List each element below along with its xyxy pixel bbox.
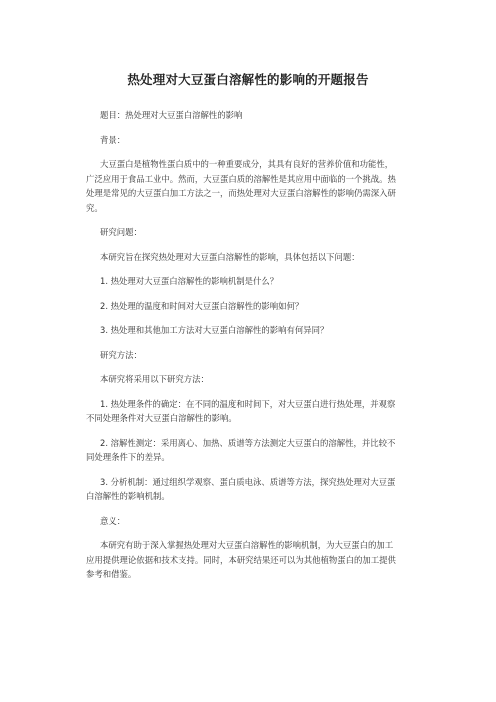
method-item [86,475,400,504]
topic-line: 题目：热处理对大豆蛋白溶解性的影响 [100,110,243,120]
significance-heading: 意义： [100,515,126,526]
paragraph-line: 究。 [86,202,103,213]
question-intro: 本研究旨在探究热处理对大豆蛋白溶解性的影响，具体包括以下问题： [100,251,360,262]
paragraph-line: 本研究有助于深入掌握热处理对大豆蛋白溶解性的影响机制，为大豆蛋白的加工 [100,540,394,550]
question-item: 2. 热处理的温度和时间对大豆蛋白溶解性的影响如何？ [100,300,304,311]
question-heading: 研究问题： [100,227,142,237]
significance-paragraph [86,538,400,582]
method-line: 3. 分析机制：通过组织学观察、蛋白质电泳、质谱等方法，探究热处理对大豆蛋 [100,476,396,487]
background-paragraph [86,157,400,215]
method-intro: 本研究将采用以下研究方法： [100,374,209,384]
question-item: 1. 热处理对大豆蛋白溶解性的影响机制是什么？ [100,276,279,286]
background-heading: 背景： [100,134,126,145]
paragraph-line: 应用提供理论依据和技术支持。同时，本研究结果还可以为其他植物蛋白的加工提供 [86,554,396,565]
method-item [86,397,400,426]
question-item: 3. 热处理和其他加工方法对大豆蛋白溶解性的影响有何异同？ [100,325,329,335]
method-line: 白溶解性的影响机制。 [86,491,170,501]
method-line: 1. 热处理条件的确定：在不同的温度和时间下，对大豆蛋白进行热处理，并观察 [100,398,396,409]
paragraph-line: 广泛应用于食品工业中。然而，大豆蛋白质的溶解性是其应用中面临的一个挑战。热 [86,173,396,184]
method-line: 同处理条件下的差异。 [86,452,170,462]
method-line: 不同处理条件对大豆蛋白溶解性的影响。 [86,413,237,423]
method-line: 2. 溶解性测定：采用离心、加热、质谱等方法测定大豆蛋白的溶解性，并比较不 [100,437,396,448]
document-body [86,108,400,582]
document-title: 热处理对大豆蛋白溶解性的影响的开题报告 [127,72,369,87]
paragraph-line: 大豆蛋白是植物性蛋白质中的一种重要成分，其具有良好的营养价值和功能性， [100,159,394,169]
paragraph-line: 参考和借鉴。 [86,569,137,579]
method-item [86,436,400,465]
paragraph-line: 处理是常见的大豆蛋白加工方法之一，而热处理对大豆蛋白溶解性的影响仍需深入研 [86,188,396,198]
method-heading: 研究方法： [100,349,142,360]
